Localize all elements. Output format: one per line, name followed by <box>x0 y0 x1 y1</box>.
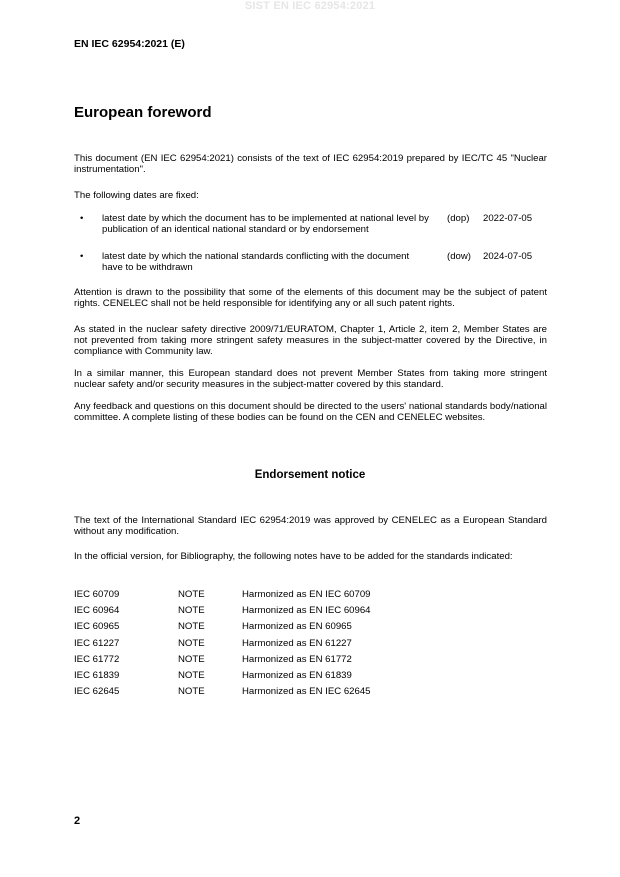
bullet-icon: • <box>80 213 84 224</box>
standard-cell: IEC 60965 <box>74 621 120 633</box>
table-row <box>74 621 547 637</box>
bullet-date: 2024-07-05 <box>483 251 533 262</box>
document-id: EN IEC 62954:2021 (E) <box>74 38 185 50</box>
note-cell: NOTE <box>178 653 205 665</box>
harmonized-cell: Harmonized as EN 61227 <box>242 637 352 649</box>
bibliography-note-intro: In the official version, for Bibliography, the following notes have to be added for the standards indicated: <box>74 551 513 562</box>
harmonized-cell: Harmonized as EN IEC 60964 <box>242 605 371 617</box>
harmonized-cell: Harmonized as EN IEC 60709 <box>242 589 371 600</box>
dates-intro: The following dates are fixed: <box>74 190 199 201</box>
note-cell: NOTE <box>178 686 205 698</box>
foreword-heading: European foreword <box>74 104 212 121</box>
bullet-abbr: (dop) <box>447 213 470 224</box>
bullet-icon: • <box>80 251 84 262</box>
harmonized-cell: Harmonized as EN 61772 <box>242 653 352 665</box>
bullet-text: latest date by which the document has to be implemented at national level by publication of an identical national standard or by endorsement <box>102 213 429 236</box>
standard-cell: IEC 61839 <box>74 669 120 681</box>
page-number: 2 <box>74 815 81 827</box>
directive-paragraph: As stated in the nuclear safety directive 2009/71/EURATOM, Chapter 1, Article 2, item 2, Member States are not prevented from taking more stringent safety measures in the subject-matter covered by the Directive, in compliance with Community law. <box>74 324 547 358</box>
standard-cell: IEC 62645 <box>74 686 120 698</box>
bullet-text: latest date by which the national standards conflicting with the document have to be withdrawn <box>102 251 410 274</box>
harmonized-cell: Harmonized as EN 61839 <box>242 669 352 681</box>
standard-cell: IEC 61772 <box>74 653 120 665</box>
standard-cell: IEC 60964 <box>74 605 120 617</box>
table-row <box>74 589 547 605</box>
table-row <box>74 654 547 670</box>
foreword-intro: This document (EN IEC 62954:2021) consists of the text of IEC 62954:2019 prepared by IEC/TC 45 "Nuclear instrumentation". <box>74 153 547 176</box>
note-cell: NOTE <box>178 605 205 617</box>
harmonized-cell: Harmonized as EN 60965 <box>242 621 352 633</box>
bullet-date: 2022-07-05 <box>483 213 533 224</box>
date-bullet-dow <box>74 251 547 275</box>
date-bullet-dop <box>74 213 547 237</box>
note-cell: NOTE <box>178 669 205 681</box>
table-row <box>74 605 547 621</box>
harmonized-notes-table <box>74 589 547 702</box>
table-row <box>74 670 547 686</box>
patent-paragraph: Attention is drawn to the possibility that some of the elements of this document may be the subject of patent rights. CENELEC shall not be held responsible for identifying any or all such patent rights. <box>74 287 547 310</box>
table-row <box>74 638 547 654</box>
note-cell: NOTE <box>178 589 205 600</box>
note-cell: NOTE <box>178 637 205 649</box>
standard-cell: IEC 61227 <box>74 637 120 649</box>
endorsement-text: The text of the International Standard IEC 62954:2019 was approved by CENELEC as a European Standard without any modification. <box>74 515 547 538</box>
endorsement-heading: Endorsement notice <box>254 469 366 481</box>
security-paragraph: In a similar manner, this European standard does not prevent Member States from taking more stringent nuclear safety and/or security measures in the subject-matter covered by this standard. <box>74 368 547 391</box>
standard-cell: IEC 60709 <box>74 589 120 600</box>
bullet-abbr: (dow) <box>447 251 471 262</box>
table-row <box>74 686 547 702</box>
note-cell: NOTE <box>178 621 205 633</box>
feedback-paragraph: Any feedback and questions on this document should be directed to the users' national standards body/national committee. A complete listing of these bodies can be found on the CEN and CENELEC websites. <box>74 401 547 424</box>
harmonized-cell: Harmonized as EN IEC 62645 <box>242 686 371 698</box>
watermark: SIST EN IEC 62954:2021 <box>244 0 376 12</box>
